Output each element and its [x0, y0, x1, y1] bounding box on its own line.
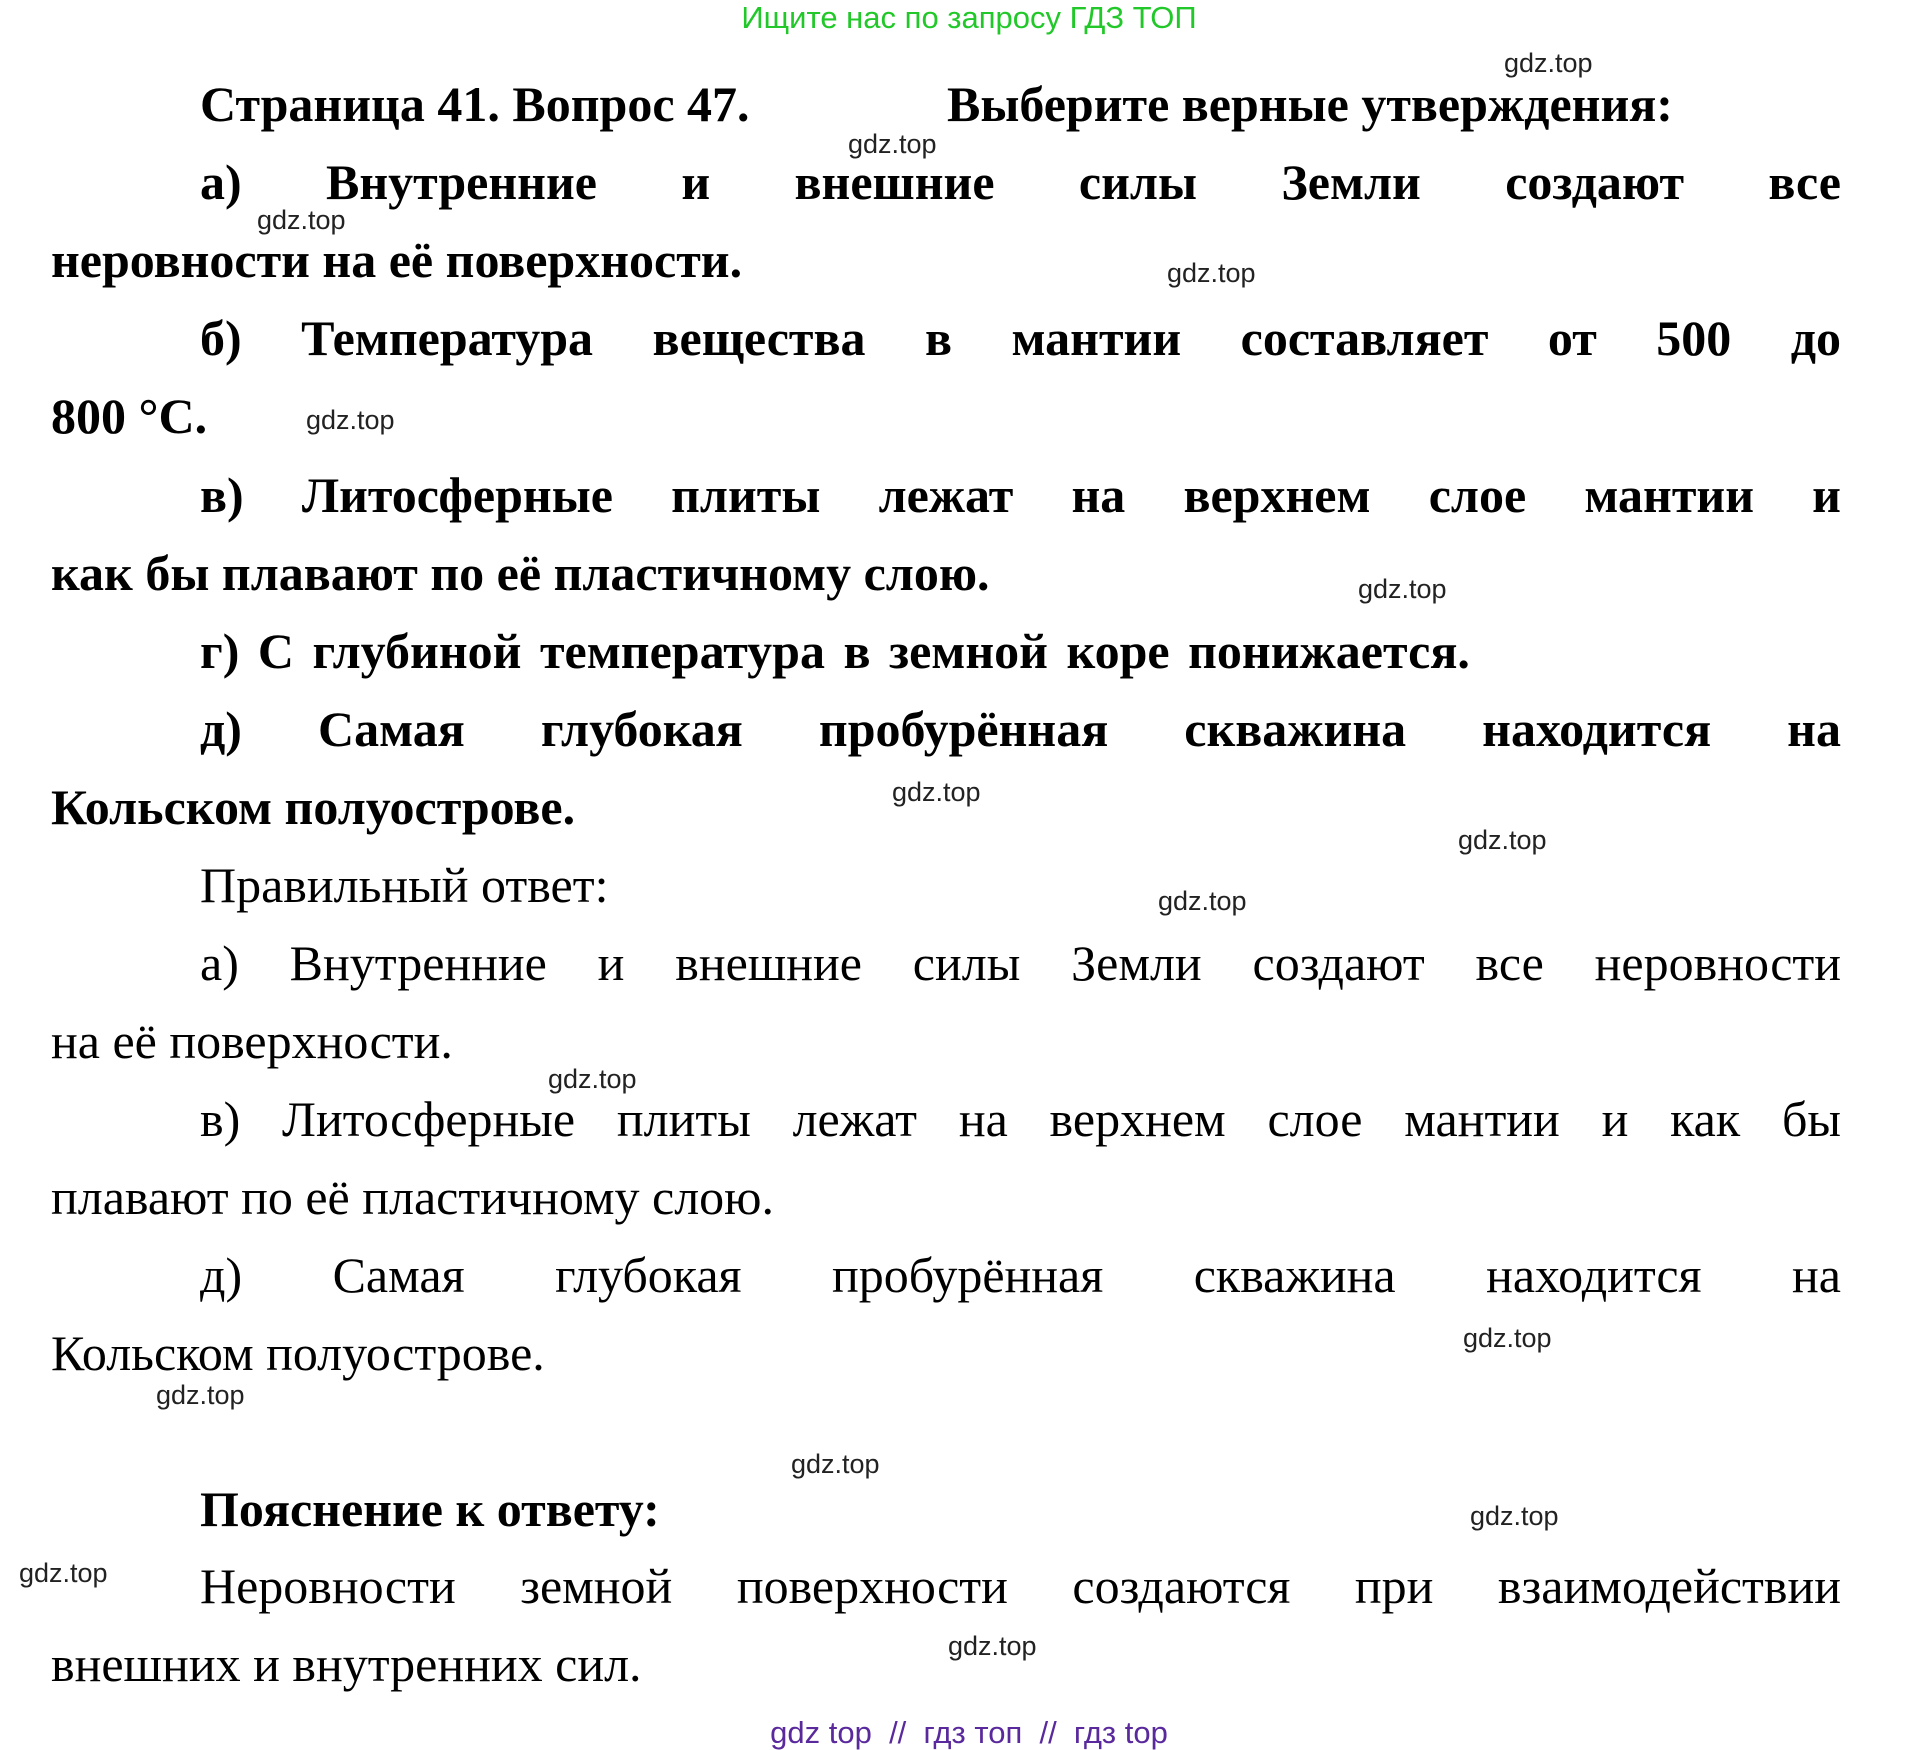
watermark: gdz.top [1470, 1501, 1559, 1531]
watermark: gdz.top [948, 1631, 1037, 1661]
watermark: gdz.top [156, 1380, 245, 1410]
question-task: Выберите верные утверждения: [947, 76, 1673, 132]
watermark: gdz.top [1167, 258, 1256, 288]
statement-line: д) Самая глубокая пробурённая скважина находится на [200, 701, 1841, 757]
statement-line: как бы плавают по её пластичному слою. [51, 545, 990, 601]
watermark: gdz.top [1463, 1323, 1552, 1353]
answer-line: плавают по её пластичному слою. [51, 1169, 775, 1225]
answer-line: а) Внутренние и внешние силы Земли создают все неровности [200, 935, 1841, 991]
statement-line: б) Температура вещества в мантии составляет от 500 до [200, 310, 1841, 366]
search-hint-banner: Ищите нас по запросу ГДЗ ТОП [741, 0, 1197, 35]
explanation-heading: Пояснение к ответу: [200, 1481, 660, 1537]
watermark: gdz.top [791, 1449, 880, 1479]
statement-line: Кольском полуострове. [51, 779, 576, 835]
answer-line: Кольском полуострове. [51, 1325, 545, 1381]
answer-line: в) Литосферные плиты лежат на верхнем слое мантии и как бы [200, 1091, 1841, 1147]
watermark: gdz.top [1358, 574, 1447, 604]
statement-line: г) С глубиной температура в земной коре понижается. [200, 623, 1470, 679]
statement-line: в) Литосферные плиты лежат на верхнем слое мантии и [200, 467, 1841, 523]
statement-line: неровности на её поверхности. [51, 232, 743, 288]
answer-line: д) Самая глубокая пробурённая скважина находится на [200, 1247, 1841, 1303]
footer-links: gdz top // гдз топ // гдз top [770, 1715, 1168, 1750]
statement-line: а) Внутренние и внешние силы Земли создают все [200, 154, 1841, 210]
watermark: gdz.top [892, 777, 981, 807]
answer-line: на её поверхности. [51, 1013, 453, 1069]
watermark: gdz.top [1504, 48, 1593, 78]
watermark: gdz.top [1158, 886, 1247, 916]
statement-line: 800 °С. [51, 388, 208, 444]
watermark: gdz.top [306, 405, 395, 435]
watermark: gdz.top [19, 1558, 108, 1588]
watermark: gdz.top [548, 1064, 637, 1094]
watermark: gdz.top [257, 205, 346, 235]
explanation-line: внешних и внутренних сил. [51, 1636, 642, 1692]
answer-heading: Правильный ответ: [200, 857, 609, 913]
question-number: Страница 41. Вопрос 47. [200, 76, 750, 132]
explanation-line: Неровности земной поверхности создаются при взаимодействии [200, 1558, 1841, 1614]
watermark: gdz.top [848, 129, 937, 159]
watermark: gdz.top [1458, 825, 1547, 855]
